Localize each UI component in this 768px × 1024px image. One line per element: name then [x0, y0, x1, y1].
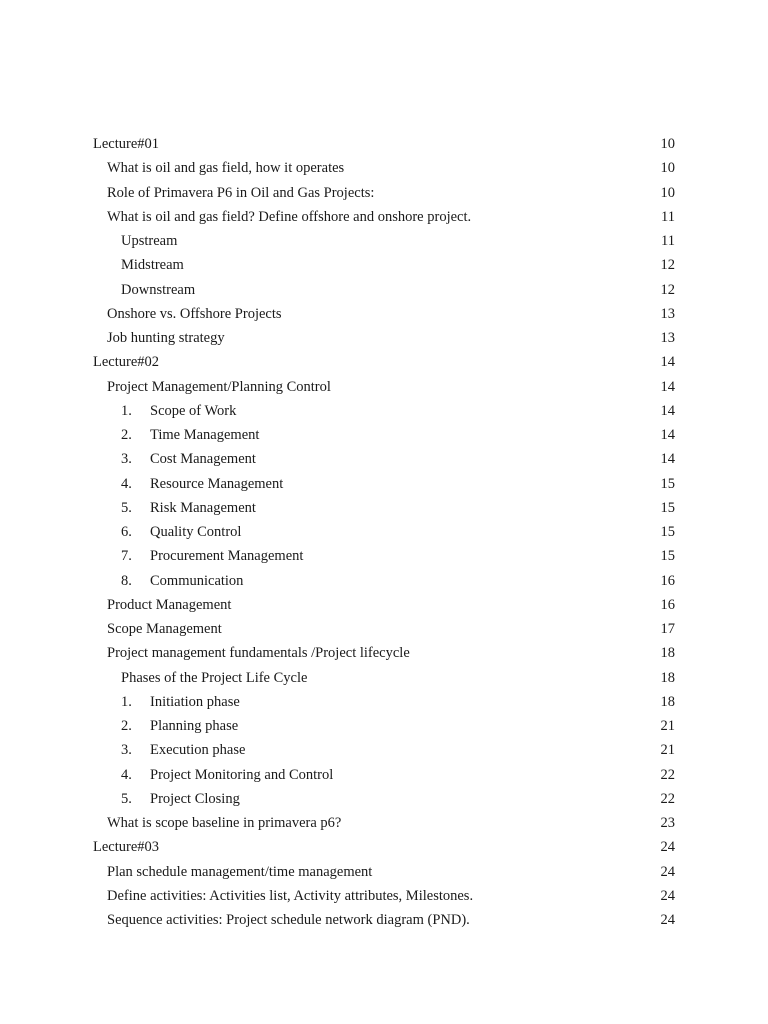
toc-entry-title: Scope of Work: [150, 402, 237, 419]
toc-entry-title: Time Management: [150, 427, 260, 443]
toc-entry-title: Project Monitoring and Control: [150, 766, 334, 783]
toc-entry[interactable]: [0, 156, 768, 180]
toc-entry-page-number: 10: [660, 160, 675, 177]
toc-entry-page-number: 14: [660, 427, 675, 443]
toc-entry[interactable]: [0, 908, 768, 932]
toc-entry[interactable]: [0, 666, 768, 690]
toc-entry-title: Risk Management: [150, 499, 256, 516]
toc-entry[interactable]: [0, 520, 768, 544]
toc-entry-number: 5.: [121, 499, 132, 516]
toc-entry-title: What is scope baseline in primavera p6?: [107, 815, 342, 831]
toc-entry-number: 4.: [121, 475, 132, 492]
toc-entry[interactable]: [0, 253, 768, 277]
toc-entry-title: Sequence activities: Project schedule network diagram (PND).: [107, 912, 470, 928]
toc-entry-page-number: 12: [660, 281, 675, 298]
toc-entry-title: Upstream: [121, 233, 178, 249]
toc-entry-page-number: 15: [660, 475, 675, 492]
toc-entry-title: Procurement Management: [150, 548, 304, 565]
toc-entry[interactable]: [0, 302, 768, 326]
toc-entry-page-number: 24: [660, 839, 675, 856]
toc-entry-page-number: 12: [660, 257, 675, 274]
toc-entry[interactable]: [0, 472, 768, 496]
toc-entry-page-number: 10: [660, 184, 675, 201]
toc-entry[interactable]: [0, 496, 768, 520]
toc-entry-title: Job hunting strategy: [107, 330, 225, 346]
toc-entry-title: Lecture#01: [93, 136, 160, 152]
toc-entry[interactable]: [0, 399, 768, 423]
toc-entry-title: Downstream: [121, 281, 196, 298]
toc-entry[interactable]: [0, 835, 768, 859]
toc-entry-title: Cost Management: [150, 451, 256, 468]
toc-entry-number: 4.: [121, 766, 132, 783]
toc-entry-page-number: 16: [660, 572, 675, 589]
toc-entry-title: Midstream: [121, 257, 184, 274]
toc-entry-title: Onshore vs. Offshore Projects: [107, 305, 282, 322]
toc-entry[interactable]: [0, 860, 768, 884]
toc-entry-page-number: 18: [660, 645, 675, 662]
toc-entry-page-number: 11: [661, 208, 675, 225]
toc-entry-page-number: 23: [660, 815, 675, 831]
toc-entry-number: 7.: [121, 548, 132, 565]
toc-entry-title: Role of Primavera P6 in Oil and Gas Projects:: [107, 184, 375, 201]
toc-entry-page-number: 10: [660, 136, 675, 152]
toc-entry-number: 1.: [121, 693, 132, 710]
toc-entry-title: Project Management/Planning Control: [107, 378, 331, 395]
toc-entry-page-number: 11: [661, 233, 675, 249]
toc-entry[interactable]: [0, 132, 768, 156]
toc-entry-page-number: 14: [660, 451, 675, 468]
toc-entry-title: What is oil and gas field? Define offshore and onshore project.: [107, 208, 472, 225]
toc-entry[interactable]: [0, 375, 768, 399]
toc-entry-page-number: 21: [660, 742, 675, 759]
toc-entry-number: 3.: [121, 451, 132, 468]
toc-entry-title: Quality Control: [150, 524, 242, 540]
toc-entry-title: Phases of the Project Life Cycle: [121, 669, 308, 686]
toc-entry-page-number: 24: [660, 912, 675, 928]
toc-entry[interactable]: [0, 738, 768, 762]
toc-entry[interactable]: [0, 714, 768, 738]
toc-entry-title: Plan schedule management/time management: [107, 863, 373, 880]
toc-entry-page-number: 14: [660, 378, 675, 395]
toc-entry-page-number: 16: [660, 596, 675, 613]
toc-entry-title: Scope Management: [107, 621, 222, 637]
toc-entry[interactable]: [0, 593, 768, 617]
toc-entry-number: 5.: [121, 790, 132, 807]
toc-entry-page-number: 14: [660, 402, 675, 419]
toc-entry-page-number: 13: [660, 330, 675, 346]
toc-entry-number: 6.: [121, 524, 132, 540]
toc-entry-page-number: 24: [660, 887, 675, 904]
toc-entry[interactable]: [0, 617, 768, 641]
toc-entry[interactable]: [0, 278, 768, 302]
toc-entry[interactable]: [0, 544, 768, 568]
toc-entry[interactable]: [0, 690, 768, 714]
toc-entry-number: 8.: [121, 572, 132, 589]
table-of-contents: [0, 132, 768, 932]
toc-entry-number: 2.: [121, 427, 132, 443]
toc-entry-title: Execution phase: [150, 742, 246, 759]
toc-entry[interactable]: [0, 326, 768, 350]
toc-entry-title: Product Management: [107, 596, 232, 613]
toc-entry-title: Communication: [150, 572, 244, 589]
toc-entry[interactable]: [0, 423, 768, 447]
toc-entry-page-number: 13: [660, 305, 675, 322]
toc-entry-number: 3.: [121, 742, 132, 759]
toc-entry-page-number: 21: [660, 718, 675, 734]
toc-entry-number: 2.: [121, 718, 132, 734]
toc-entry-page-number: 18: [660, 669, 675, 686]
toc-entry[interactable]: [0, 181, 768, 205]
toc-entry-title: Initiation phase: [150, 693, 240, 710]
toc-entry-title: Define activities: Activities list, Activity attributes, Milestones.: [107, 887, 474, 904]
toc-entry-page-number: 17: [660, 621, 675, 637]
toc-entry-page-number: 22: [660, 766, 675, 783]
toc-entry[interactable]: [0, 229, 768, 253]
toc-entry-title: Lecture#02: [93, 354, 160, 371]
toc-entry[interactable]: [0, 205, 768, 229]
toc-entry-page-number: 24: [660, 863, 675, 880]
toc-entry[interactable]: [0, 447, 768, 471]
toc-entry-page-number: 15: [660, 548, 675, 565]
toc-entry-page-number: 14: [660, 354, 675, 371]
toc-entry[interactable]: [0, 569, 768, 593]
toc-entry-page-number: 15: [660, 499, 675, 516]
toc-entry-title: Planning phase: [150, 718, 239, 734]
toc-entry[interactable]: [0, 641, 768, 665]
toc-entry-page-number: 15: [660, 524, 675, 540]
toc-entry[interactable]: [0, 787, 768, 811]
toc-entry-page-number: 22: [660, 790, 675, 807]
toc-entry-title: Project Closing: [150, 790, 240, 807]
toc-entry-number: 1.: [121, 402, 132, 419]
toc-entry-title: Resource Management: [150, 475, 284, 492]
toc-entry[interactable]: [0, 884, 768, 908]
toc-entry[interactable]: [0, 763, 768, 787]
toc-entry-page-number: 18: [660, 693, 675, 710]
toc-entry-title: Project management fundamentals /Project lifecycle: [107, 645, 410, 662]
toc-entry[interactable]: [0, 350, 768, 374]
toc-entry-title: What is oil and gas field, how it operates: [107, 160, 345, 177]
toc-entry-title: Lecture#03: [93, 839, 160, 856]
toc-entry[interactable]: [0, 811, 768, 835]
